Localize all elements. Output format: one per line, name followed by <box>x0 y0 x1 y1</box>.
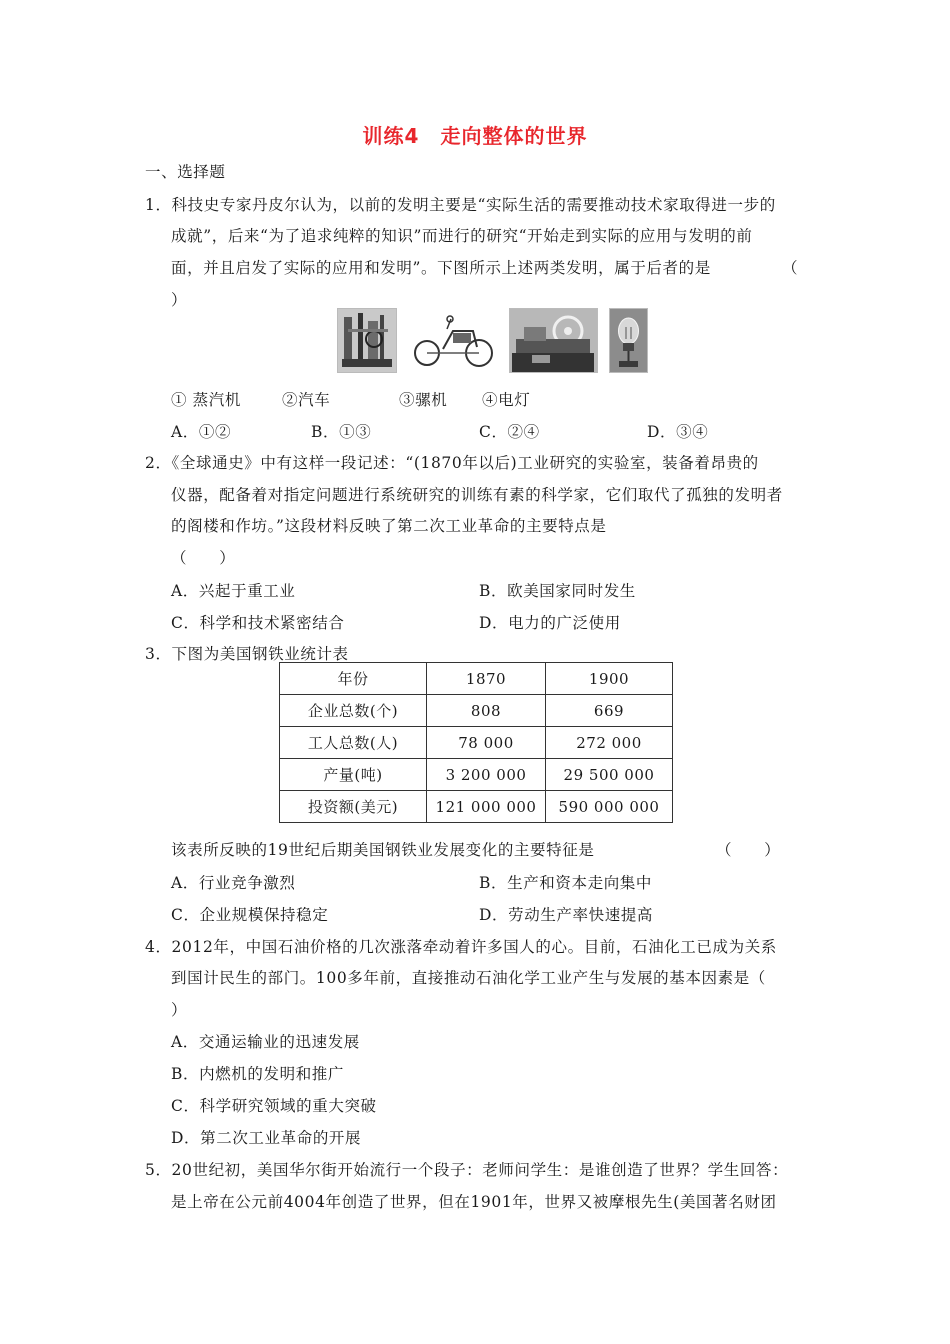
table-row <box>280 695 673 727</box>
light-bulb-photo <box>609 308 648 373</box>
table-row <box>280 663 673 695</box>
q3-question: 该表所反映的19世纪后期美国钢铁业发展变化的主要特征是 <box>171 841 595 859</box>
q2-option-b: B．欧美国家同时发生 <box>479 582 636 600</box>
car-photo <box>412 308 498 373</box>
q4-line-2: 到国计民生的部门。100多年前，直接推动石油化学工业产生与发展的基本因素是（ <box>171 969 766 987</box>
table-cell: 企业总数(个) <box>280 695 427 727</box>
table-cell: 78 000 <box>427 727 546 759</box>
q2-line-2: 仪器，配备着对指定问题进行系统研究的训练有素的科学家，它们取代了孤独的发明者 <box>171 486 783 504</box>
q3-option-d: D．劳动生产率快速提高 <box>479 906 654 924</box>
q2-option-d: D．电力的广泛使用 <box>479 614 621 632</box>
q2-option-a: A．兴起于重工业 <box>171 582 296 600</box>
q2-line-3: 的阁楼和作坊。”这段材料反映了第二次工业革命的主要特点是 <box>171 517 607 535</box>
q1-label-1: ① 蒸汽机 <box>171 391 241 409</box>
q1-option-c: C．②④ <box>479 423 540 441</box>
table-cell: 工人总数(人) <box>280 727 427 759</box>
table-cell: 投资额(美元) <box>280 791 427 823</box>
q1-option-b: B．①③ <box>311 423 372 441</box>
table-cell: 272 000 <box>546 727 673 759</box>
q1-line-2: 成就”，后来“为了追求纯粹的知识”而进行的研究“开始走到实际的应用与发明的前 <box>171 227 753 245</box>
table-cell: 产量(吨) <box>280 759 427 791</box>
page-title: 训练4 走向整体的世界 <box>362 124 588 148</box>
q2-option-c: C．科学和技术紧密结合 <box>171 614 345 632</box>
table-row <box>280 791 673 823</box>
table-cell: 669 <box>546 695 673 727</box>
table-row <box>280 727 673 759</box>
q5-line-2: 是上帝在公元前4004年创造了世界，但在1901年，世界又被摩根先生(美国著名财团 <box>171 1193 777 1211</box>
q1-bracket-close: ） <box>171 291 188 309</box>
q4-bracket-close: ） <box>171 1001 188 1019</box>
q1-line-1: 1．科技史专家丹皮尔认为，以前的发明主要是“实际生活的需要推动技术家取得进一步的 <box>145 196 776 214</box>
table-cell: 590 000 000 <box>546 791 673 823</box>
q3-bracket: （ ） <box>716 841 781 859</box>
q1-bracket-open: （ <box>782 259 799 277</box>
table-cell: 1870 <box>427 663 546 695</box>
q4-option-a: A．交通运输业的迅速发展 <box>171 1033 360 1051</box>
q1-label-4: ④电灯 <box>482 391 531 409</box>
table-cell: 808 <box>427 695 546 727</box>
section-heading: 一、选择题 <box>145 163 226 181</box>
steam-engine-photo <box>337 308 397 373</box>
q3-stem: 3．下图为美国钢铁业统计表 <box>145 645 349 663</box>
q4-option-d: D．第二次工业革命的开展 <box>171 1129 362 1147</box>
table-cell: 年份 <box>280 663 427 695</box>
table-cell: 3 200 000 <box>427 759 546 791</box>
q1-option-d: D．③④ <box>647 423 709 441</box>
q1-option-a: A．①② <box>171 423 232 441</box>
table-cell: 121 000 000 <box>427 791 546 823</box>
q3-option-a: A．行业竞争激烈 <box>171 874 296 892</box>
q3-option-c: C．企业规模保持稳定 <box>171 906 329 924</box>
q1-line-3: 面，并且启发了实际的应用和发明”。下图所示上述两类发明，属于后者的是 <box>171 259 711 277</box>
q1-label-3: ③骡机 <box>399 391 448 409</box>
q1-label-2: ②汽车 <box>282 391 331 409</box>
q4-line-1: 4．2012年，中国石油价格的几次涨落牵动着许多国人的心。目前，石油化工已成为关系 <box>145 938 777 956</box>
q4-option-b: B．内燃机的发明和推广 <box>171 1065 344 1083</box>
q5-line-1: 5．20世纪初，美国华尔街开始流行一个段子：老师问学生：是谁创造了世界？学生回答： <box>145 1161 789 1179</box>
table-cell: 29 500 000 <box>546 759 673 791</box>
screw-machine-photo <box>509 308 598 373</box>
steel-statistics-table <box>279 662 673 823</box>
q2-line-1: 2．《全球通史》中有这样一段记述：“(1870年以后)工业研究的实验室，装备着昂贵的 <box>145 454 759 472</box>
q4-option-c: C．科学研究领域的重大突破 <box>171 1097 377 1115</box>
table-row <box>280 759 673 791</box>
q2-bracket: （ ） <box>171 549 236 567</box>
table-cell: 1900 <box>546 663 673 695</box>
q3-option-b: B．生产和资本走向集中 <box>479 874 652 892</box>
